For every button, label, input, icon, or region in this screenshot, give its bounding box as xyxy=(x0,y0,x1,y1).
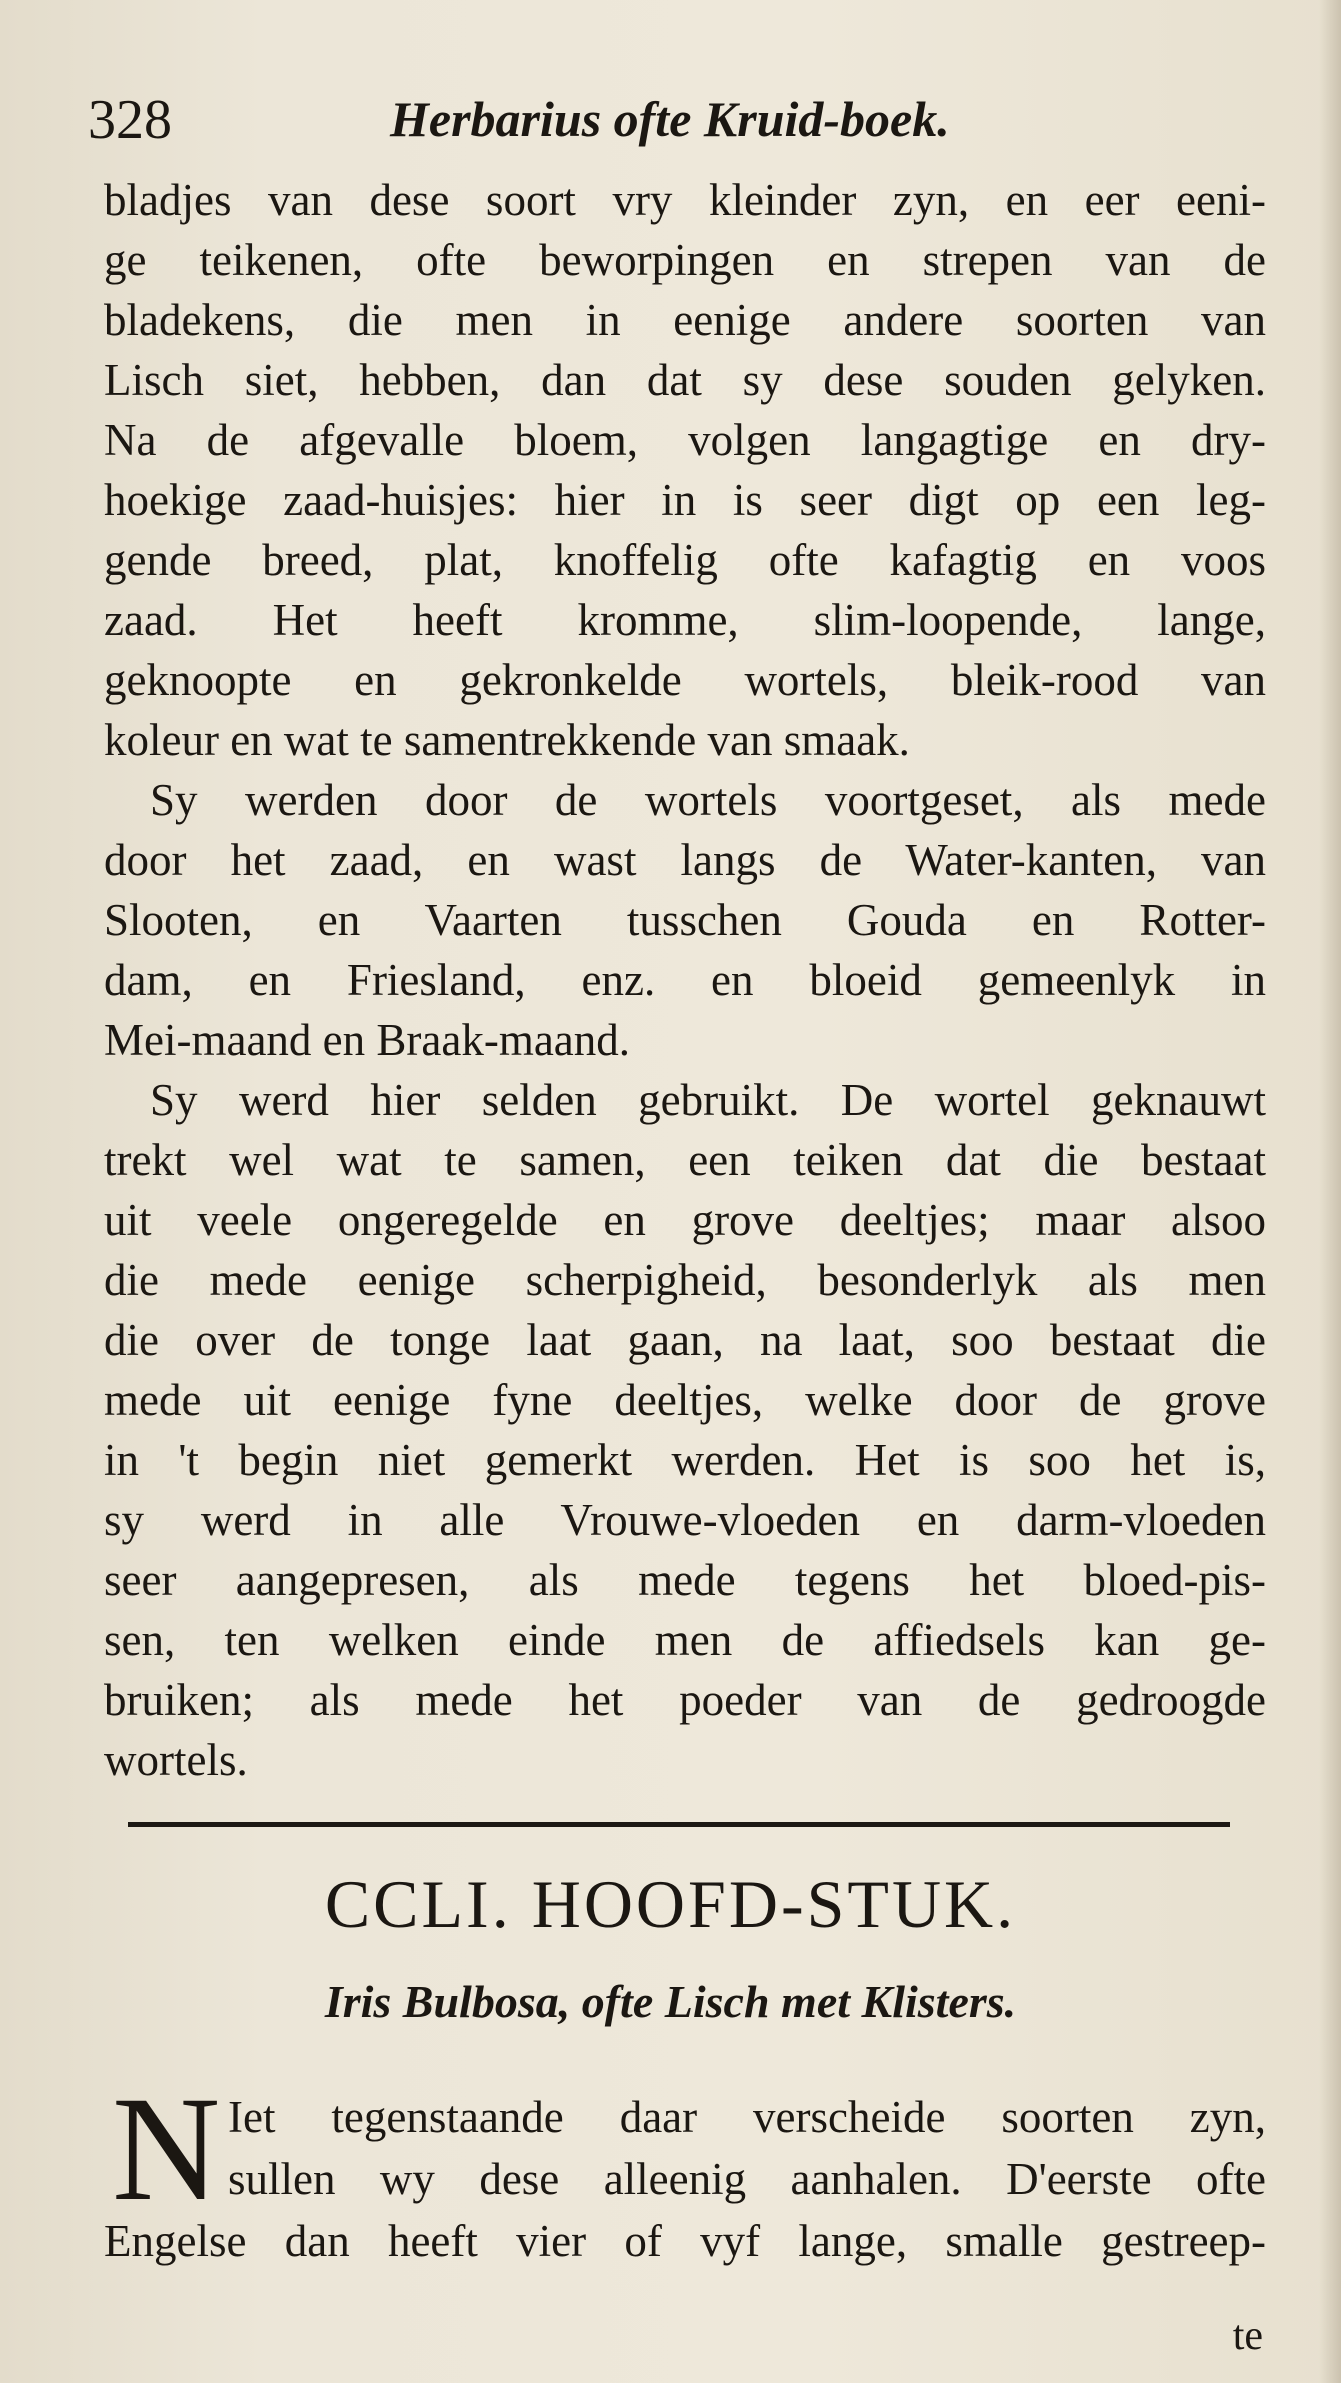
text-line: Na de afgevalle bloem, volgen langagtige en dry- xyxy=(104,415,1266,465)
chapter-heading: CCLI. HOOFD-STUK. xyxy=(324,1866,1017,1942)
drop-cap: N xyxy=(112,2066,221,2232)
page-header xyxy=(88,88,1258,158)
section-divider-rule xyxy=(128,1822,1230,1827)
chapter-subtitle: Iris Bulbosa, ofte Lisch met Klisters. xyxy=(324,1976,1017,2027)
text-line: Lisch siet, hebben, dan dat sy dese souden gelyken. xyxy=(104,355,1266,405)
text-line: hoekige zaad-huisjes: hier in is seer digt op een leg- xyxy=(104,475,1266,525)
catchword: te xyxy=(1232,2313,1263,2359)
chapter-text xyxy=(104,2086,1266,2272)
text-line: zaad. Het heeft kromme, slim-loopende, lange, xyxy=(104,595,1266,645)
text-line: trekt wel wat te samen, een teiken dat die bestaat xyxy=(104,1135,1266,1185)
text-line: ge teikenen, ofte beworpingen en strepen van de xyxy=(104,235,1266,285)
text-line: die mede eenige scherpigheid, besonderlyk als men xyxy=(104,1255,1266,1305)
text-line: bruiken; als mede het poeder van de gedroogde xyxy=(104,1675,1266,1725)
text-line: bladekens, die men in eenige andere soorten van xyxy=(104,295,1266,345)
running-title: Herbarius ofte Kruid-boek. xyxy=(390,91,950,147)
text-line: Sy werden door de wortels voortgeset, als mede xyxy=(150,775,1266,825)
body-text xyxy=(104,170,1266,1790)
text-line: door het zaad, en wast langs de Water-kanten, van xyxy=(104,835,1266,885)
text-line: wortels. xyxy=(104,1735,248,1785)
text-line: Mei-maand en Braak-maand. xyxy=(104,1015,631,1065)
text-line: geknoopte en gekronkelde wortels, bleik-rood van xyxy=(104,655,1266,705)
chapter-text-line: Engelse dan heeft vier of vyf lange, smalle gestreep- xyxy=(104,2216,1266,2266)
text-line: in 't begin niet gemerkt werden. Het is soo het is, xyxy=(104,1435,1266,1485)
text-line: bladjes van dese soort vry kleinder zyn, en eer eeni- xyxy=(104,175,1266,225)
text-line: dam, en Friesland, enz. en bloeid gemeenlyk in xyxy=(104,955,1266,1005)
text-line: Slooten, en Vaarten tusschen Gouda en Rotter- xyxy=(104,895,1266,945)
text-line: koleur en wat te samentrekkende van smaak. xyxy=(104,715,910,765)
text-line: seer aangepresen, als mede tegens het bloed-pis- xyxy=(104,1555,1266,1605)
text-line: sy werd in alle Vrouwe-vloeden en darm-vloeden xyxy=(104,1495,1266,1545)
text-line: gende breed, plat, knoffelig ofte kafagtig en voos xyxy=(104,535,1266,585)
text-line: mede uit eenige fyne deeltjes, welke door de grove xyxy=(104,1375,1266,1425)
page-number: 328 xyxy=(88,89,172,151)
text-line: uit veele ongeregelde en grove deeltjes; maar alsoo xyxy=(104,1195,1266,1245)
chapter-text-line: Iet tegenstaande daar verscheide soorten zyn, xyxy=(228,2092,1266,2142)
text-line: die over de tonge laat gaan, na laat, soo bestaat die xyxy=(104,1315,1266,1365)
chapter-text-line: sullen wy dese alleenig aanhalen. D'eerste ofte xyxy=(228,2154,1266,2204)
text-line: sen, ten welken einde men de affiedsels kan ge- xyxy=(104,1615,1266,1665)
text-line: Sy werd hier selden gebruikt. De wortel geknauwt xyxy=(150,1075,1266,1125)
